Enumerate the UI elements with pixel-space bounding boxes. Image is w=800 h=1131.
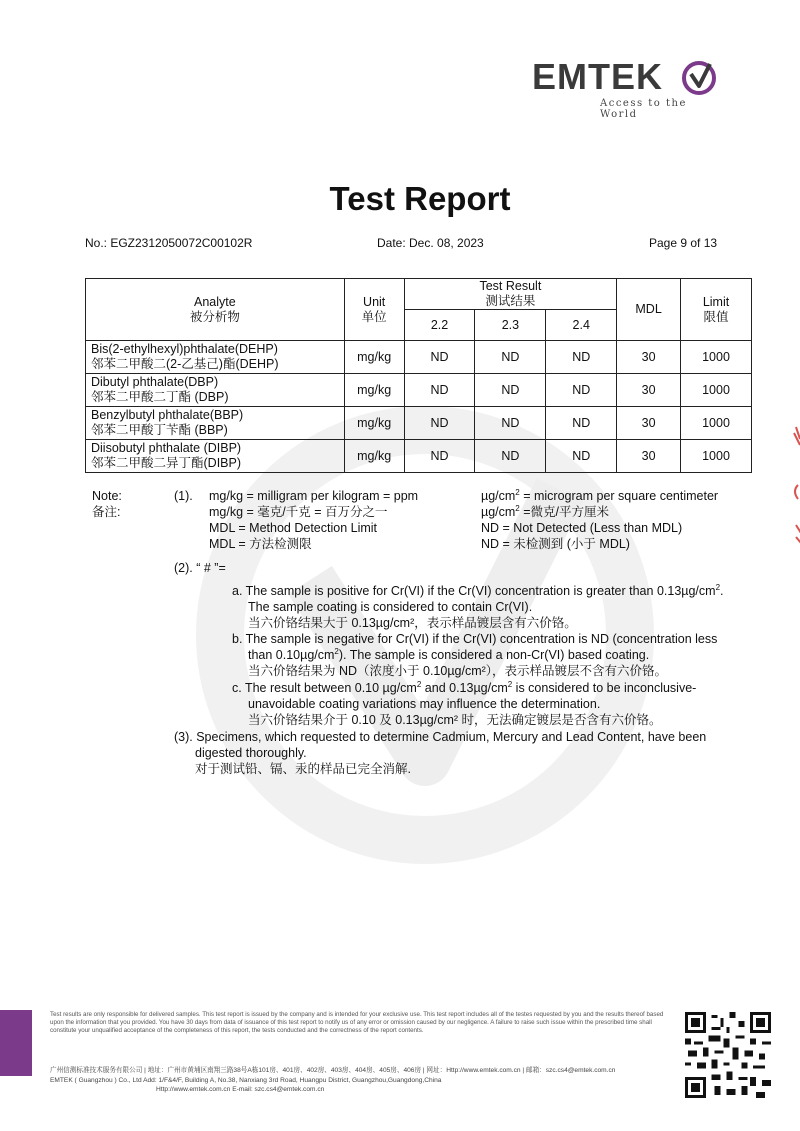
limit-cell: 1000 — [681, 440, 752, 473]
note-1-number: (1). — [174, 489, 193, 503]
test-result-header: Test Result 测试结果 — [404, 279, 617, 310]
limit-cell: 1000 — [681, 374, 752, 407]
result-cell: ND — [404, 341, 475, 374]
note-2c-line2: unavoidable coating variations may influence the determination. — [248, 697, 601, 711]
results-table — [85, 278, 752, 473]
sample-id: 2.2 — [404, 310, 475, 341]
result-cell: ND — [404, 407, 475, 440]
emtek-logo-icon — [680, 58, 718, 96]
note-2a-cn: 当六价铬结果大于 0.13µg/cm²，表示样品镀层含有六价铬。 — [248, 616, 577, 630]
note-3-cn: 对于测试铅、镉、汞的样品已完全消解. — [195, 762, 411, 776]
mdl-definition: MDL = Method Detection Limit — [209, 521, 378, 535]
mdl-cell: 30 — [617, 374, 681, 407]
analyte-cell: Benzylbutyl phthalate(BBP) 邻苯二甲酸丁苄酯 (BBP) — [86, 407, 345, 440]
page-number: Page 9 of 13 — [649, 236, 718, 250]
brand-tagline: Access to the World — [600, 98, 687, 120]
result-cell: ND — [475, 440, 546, 473]
footer-address-cn: 广州信测标准技术服务有限公司 | 地址：广州市黄埔区南翔三路38号A栋101房、401房、402房、403房、404房、405房、406房 | 网址：Http://www.emtek.com.cn | 邮箱：szc.cs4@emtek.com.cn — [50, 1067, 616, 1074]
nd-definition: ND = Not Detected (Less than MDL) — [481, 521, 683, 535]
analyte-cell: Dibutyl phthalate(DBP) 邻苯二甲酸二丁酯 (DBP) — [86, 374, 345, 407]
limit-cell: 1000 — [681, 341, 752, 374]
note-2a-line2: The sample coating is considered to contain Cr(VI). — [248, 600, 533, 614]
nd-definition-cn: ND = 未检测到 (小于 MDL) — [481, 537, 630, 551]
mdl-definition-cn: MDL = 方法检测限 — [209, 537, 312, 551]
result-cell: ND — [404, 374, 475, 407]
mdl-cell: 30 — [617, 341, 681, 374]
footer-address — [50, 1066, 615, 1095]
table-row — [86, 374, 752, 407]
page-title: Test Report — [329, 180, 511, 217]
sample-id: 2.3 — [475, 310, 546, 341]
result-cell: ND — [546, 440, 617, 473]
note-label-cn: 备注: — [92, 505, 121, 519]
result-cell: ND — [475, 341, 546, 374]
unit-cell: mg/kg — [344, 407, 404, 440]
mdl-header: MDL — [617, 279, 681, 341]
limit-header: Limit 限值 — [681, 279, 752, 341]
ugcm-definition-cn: $\mu g/cm^2$ =微克/平方厘米 — [481, 503, 609, 519]
result-cell: ND — [546, 407, 617, 440]
footer-disclaimer: Test results are only responsible for delivered samples. This test report is issued by the company and is intended for your exclusive use. This test report includes all of the testes requested by you and the results thereof based upon the information that you provided. You have 30 days from data of issuance of this test report to notify us of any error or omission caused by our negligence. A failure to raise such issue within the prescribed time shall constitute your unqualified acceptance of the completeness of this report, the tests conducted and the correctness of the report contents. — [50, 1011, 664, 1035]
mgkg-definition: mg/kg = milligram per kilogram = ppm — [209, 489, 419, 503]
note-2b-cn: 当六价铬结果为 ND（浓度小于 0.10µg/cm²），表示样品镀层不含有六价铬。 — [248, 664, 668, 678]
unit-header: Unit 单位 — [344, 279, 404, 341]
note-3-line1: (3). Specimens, which requested to determine Cadmium, Mercury and Lead Content, have been — [174, 730, 707, 744]
result-cell: ND — [475, 407, 546, 440]
note-2c-cn: 当六价铬结果介于 0.10 及 0.13µg/cm² 时，无法确定镀层是否含有六价铬。 — [248, 713, 662, 727]
company-logo — [532, 54, 722, 120]
analyte-cell: Diisobutyl phthalate (DIBP) 邻苯二甲酸二异丁酯(DIBP) — [86, 440, 345, 473]
mdl-cell: 30 — [617, 407, 681, 440]
note-2b-line1: b. The sample is negative for Cr(VI) if the Cr(VI) concentration is ND (concentration less — [232, 632, 718, 646]
limit-cell: 1000 — [681, 407, 752, 440]
sample-id: 2.4 — [546, 310, 617, 341]
note-label: Note: — [92, 489, 122, 503]
note-2-heading: (2). “ # ”= — [174, 561, 226, 575]
analyte-cell: Bis(2-ethylhexyl)phthalate(DEHP) 邻苯二甲酸二(2-乙基己)酯(DEHP) — [86, 341, 345, 374]
unit-cell: mg/kg — [344, 440, 404, 473]
unit-cell: mg/kg — [344, 374, 404, 407]
footer-accent-bar — [0, 1010, 32, 1076]
mdl-cell: 30 — [617, 440, 681, 473]
note-2c-line1: c. The result between 0.10 $\mu g/cm^2$ and $0.13\mu g/cm^2$ is considered to be inconclusive- — [232, 679, 697, 695]
red-stamp-fragment — [788, 425, 800, 575]
table-row — [86, 407, 752, 440]
analyte-header: Analyte 被分析物 — [86, 279, 345, 341]
note-2a-line1: a. The sample is positive for Cr(VI) if the Cr(VI) concentration is greater than $0.13\mu g/cm^2$. — [232, 582, 724, 598]
report-date: Date: Dec. 08, 2023 — [377, 236, 484, 250]
report-number: No.: EGZ2312050072C00102R — [85, 236, 253, 250]
note-2b-line2: than $0.10\mu g/cm^2$). The sample is considered a non-Cr(VI) based coating. — [248, 646, 650, 662]
result-cell: ND — [404, 440, 475, 473]
brand-name: EMTEK — [532, 56, 663, 97]
table-row — [86, 440, 752, 473]
footer-address-en: EMTEK ( Guangzhou ) Co., Ltd Add: 1/F&4/F, Building A, No.38, Nanxiang 3rd Road, Huangpu District, Guangzhou,Guangdong,China — [50, 1076, 442, 1084]
unit-cell: mg/kg — [344, 341, 404, 374]
ugcm-definition: $\mu g/cm^2$ = microgram per square centimeter — [481, 487, 719, 503]
footer-contact: Http://www.emtek.com.cn E-mail: szc.cs4@emtek.com.cn — [156, 1086, 325, 1093]
table-row — [86, 341, 752, 374]
qr-code-icon — [685, 1012, 771, 1098]
mgkg-definition-cn: mg/kg = 毫克/千克 = 百万分之一 — [209, 505, 388, 519]
note-3-line2: digested thoroughly. — [195, 746, 307, 760]
result-cell: ND — [546, 341, 617, 374]
result-cell: ND — [546, 374, 617, 407]
result-cell: ND — [475, 374, 546, 407]
table-header-row — [86, 279, 752, 310]
